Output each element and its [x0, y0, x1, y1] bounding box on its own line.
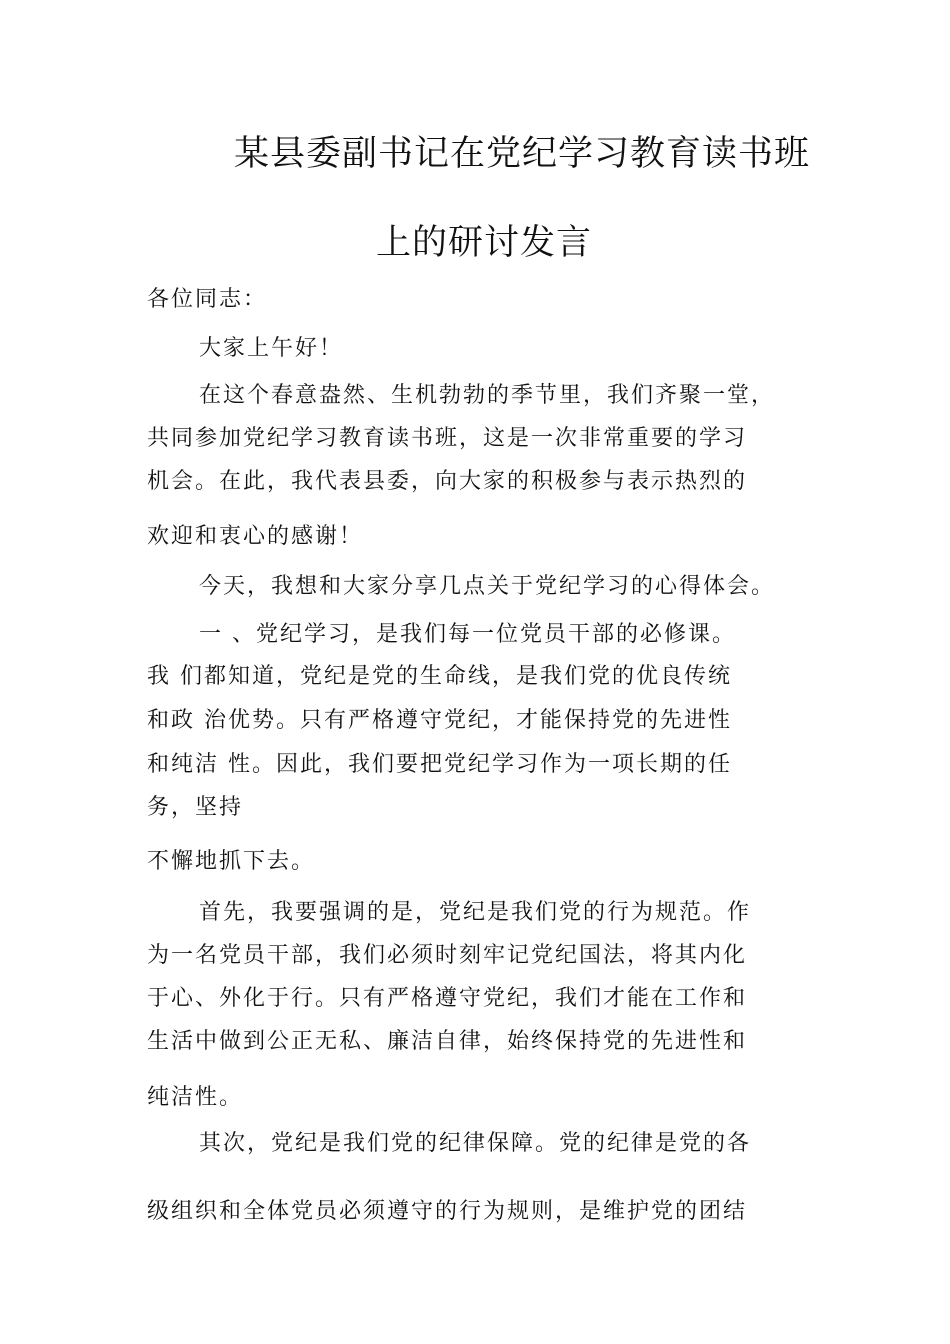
text-line: 在这个春意盎然、生机勃勃的季节里，我们齐聚一堂，	[199, 383, 776, 408]
text-line: 不懈地抓下去。	[147, 849, 316, 874]
text-line: 为一名党员干部，我们必须时刻牢记党纪国法，将其内化	[147, 943, 748, 968]
text-line: 首先，我要强调的是，党纪是我们党的行为规范。作	[199, 900, 752, 925]
text-line: 欢迎和衷心的感谢！	[147, 524, 364, 549]
document-title-line-2: 上的研讨发言	[376, 223, 593, 263]
text-line: 共同参加党纪学习教育读书班，这是一次非常重要的学习	[147, 426, 748, 451]
text-line: 和政 治优势。只有严格遵守党纪，才能保持党的先进性	[147, 708, 732, 733]
text-line: 务，坚持	[147, 795, 244, 820]
document-title-line-1: 某县委副书记在党纪学习教育读书班	[234, 134, 811, 174]
text-line: 各位同志：	[147, 287, 268, 312]
text-line: 级组织和全体党员必须遵守的行为规则，是维护党的团结	[147, 1199, 748, 1224]
text-line: 一 、党纪学习，是我们每一位党员干部的必修课。	[199, 622, 736, 647]
text-line: 纯洁性。	[147, 1085, 244, 1110]
text-line: 我 们都知道，党纪是党的生命线，是我们党的优良传统	[147, 664, 732, 689]
text-line: 生活中做到公正无私、廉洁自律，始终保持党的先进性和	[147, 1029, 748, 1054]
text-line: 其次，党纪是我们党的纪律保障。党的纪律是党的各	[199, 1131, 752, 1156]
text-line: 和纯洁 性。因此，我们要把党纪学习作为一项长期的任	[147, 752, 732, 777]
text-line: 机会。在此，我代表县委，向大家的积极参与表示热烈的	[147, 469, 748, 494]
text-line: 大家上午好！	[199, 336, 344, 361]
text-line: 今天，我想和大家分享几点关于党纪学习的心得体会。	[199, 574, 776, 599]
text-line: 于心、外化于行。只有严格遵守党纪，我们才能在工作和	[147, 986, 748, 1011]
